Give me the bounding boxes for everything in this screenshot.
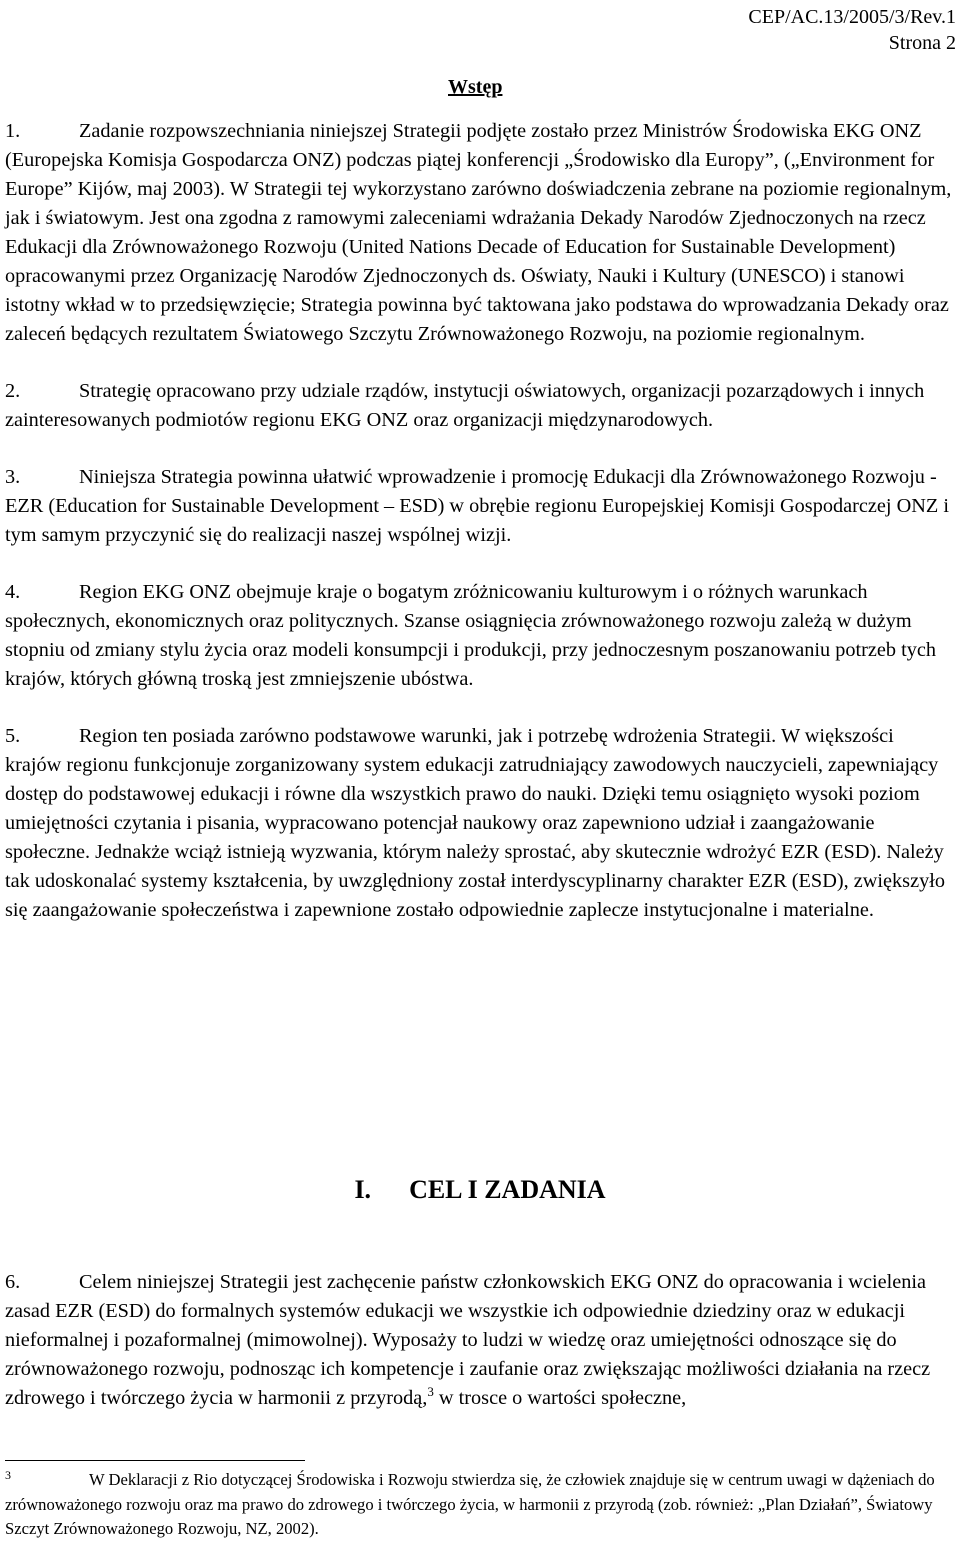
paragraph-5 <box>5 722 955 925</box>
footnote-separator <box>5 1460 305 1461</box>
paragraph-text: Region EKG ONZ obejmuje kraje o bogatym zróżnicowaniu kulturowym i o różnych warunkach społecznych, ekonomicznych oraz politycznych. Szanse osiągnięcia zrównoważonego rozwoju zależą w dużym stopniu od zmiany stylu życia oraz modeli konsumpcji i produkcji, przy jednoczesnym poszanowaniu potrzeb tych krajów, których główną troską jest zmniejszenie ubóstwa. <box>5 581 937 690</box>
section-body <box>5 1268 955 1413</box>
document-code: CEP/AC.13/2005/3/Rev.1 <box>748 6 956 28</box>
paragraph-text-continued: w trosce o wartości społeczne, <box>433 1387 687 1409</box>
paragraph-number: 1. <box>5 120 21 142</box>
paragraph-6 <box>5 1268 955 1413</box>
intro-heading: Wstęp <box>448 76 503 98</box>
section-heading <box>0 1170 960 1210</box>
footnote <box>5 1468 955 1541</box>
paragraph-number: 3. <box>5 466 21 488</box>
paragraph-text: Zadanie rozpowszechniania niniejszej Strategii podjęte zostało przez Ministrów Środowiska EKG ONZ (Europejska Komisja Gospodarcza ONZ) podczas piątej konferencji „Środowisko dla Europy”, („Environment for Europe” Kijów, maj 2003). W Strategii tej wykorzystano zarówno doświadczenia zebrane na poziomie regionalnym, jak i światowym. Jest ona zgodna z ramowymi zaleceniami wdrażania Dekady Narodów Zjednoczonych na rzecz Edukacji dla Zrównoważonego Rozwoju (United Nations Decade of Education for Sustainable Development) opracowanymi przez Organizację Narodów Zjednoczonych ds. Oświaty, Nauki i Kultury (UNESCO) i stanowi istotny wkład w to przedsięwzięcie; Strategia powinna być taktowana jako podstawa do wprowadzania Dekady oraz zaleceń będących rezultatem Światowego Szczytu Zrównoważonego Rozwoju, na poziomie regionalnym. <box>5 120 952 345</box>
paragraph-text: Niniejsza Strategia powinna ułatwić wprowadzenie i promocję Edukacji dla Zrównoważonego Rozwoju - EZR (Education for Sustainable Development – ESD) w obrębie regionu Europejskiej Komisji Gospodarczej ONZ i tym samym przyczynić się do realizacji naszej wspólnej wizji. <box>5 466 949 546</box>
paragraph-2 <box>5 377 955 435</box>
paragraph-4 <box>5 578 955 694</box>
footnote-text: W Deklaracji z Rio dotyczącej Środowiska i Rozwoju stwierdza się, że człowiek znajduje się w centrum uwagi w dążeniach do zrównoważonego rozwoju oraz ma prawo do zdrowego i twórczego życia, w harmonii z przyrodą (zob. również: „Plan Działań”, Światowy Szczyt Zrównoważonego Rozwoju, NZ, 2002). <box>5 1470 935 1538</box>
section-number: I. <box>354 1175 372 1204</box>
intro-body <box>5 117 955 953</box>
paragraph-number: 4. <box>5 581 21 603</box>
paragraph-number: 5. <box>5 725 21 747</box>
paragraph-1 <box>5 117 955 349</box>
page-number: Strona 2 <box>888 32 956 54</box>
paragraph-number: 2. <box>5 380 21 402</box>
paragraph-text: Strategię opracowano przy udziale rządów, instytucji oświatowych, organizacji pozarządowych i innych zainteresowanych podmiotów regionu EKG ONZ oraz organizacji międzynarodowych. <box>5 380 925 431</box>
section-title: CEL I ZADANIA <box>409 1175 606 1204</box>
footnote-mark: 3 <box>5 1468 11 1482</box>
paragraph-3 <box>5 463 955 550</box>
paragraph-number: 6. <box>5 1271 21 1293</box>
footnote-reference[interactable]: 3 <box>427 1384 434 1400</box>
paragraph-text: Region ten posiada zarówno podstawowe warunki, jak i potrzebę wdrożenia Strategii. W większości krajów regionu funkcjonuje zorganizowany system edukacji zatrudniający zawodowych nauczycieli, zapewniający dostęp do podstawowej edukacji i równe dla wszystkich prawo do nauki. Dzięki temu osiągnięto wysoki poziom umiejętności czytania i pisania, wypracowano potencjał naukowy oraz zapewniono udział i zaangażowanie społeczne. Jednakże wciąż istnieją wyzwania, którym należy sprostać, aby skutecznie wdrożyć EZR (ESD). Należy tak udoskonalać systemy kształcenia, by uwzględniony został interdyscyplinarny charakter EZR (ESD), zwiększyło się zaangażowanie społeczeństwa i zapewnione zostało odpowiednie zaplecze instytucjonalne i materialne. <box>5 725 945 921</box>
paragraph-text: Celem niniejszej Strategii jest zachęcenie państw członkowskich EKG ONZ do opracowania i wcielenia zasad EZR (ESD) do formalnych systemów edukacji we wszystkie ich odpowiednie dziedziny oraz w edukacji nieformalnej i pozaformalnej (mimowolnej). Wyposaży to ludzi w wiedzę oraz umiejętności odnoszące się do zrównoważonego rozwoju, podnosząc ich kompetencje i zaufanie oraz zwiększając możliwości działania na rzecz zdrowego i twórczego życia w harmonii z przyrodą, <box>5 1271 931 1409</box>
